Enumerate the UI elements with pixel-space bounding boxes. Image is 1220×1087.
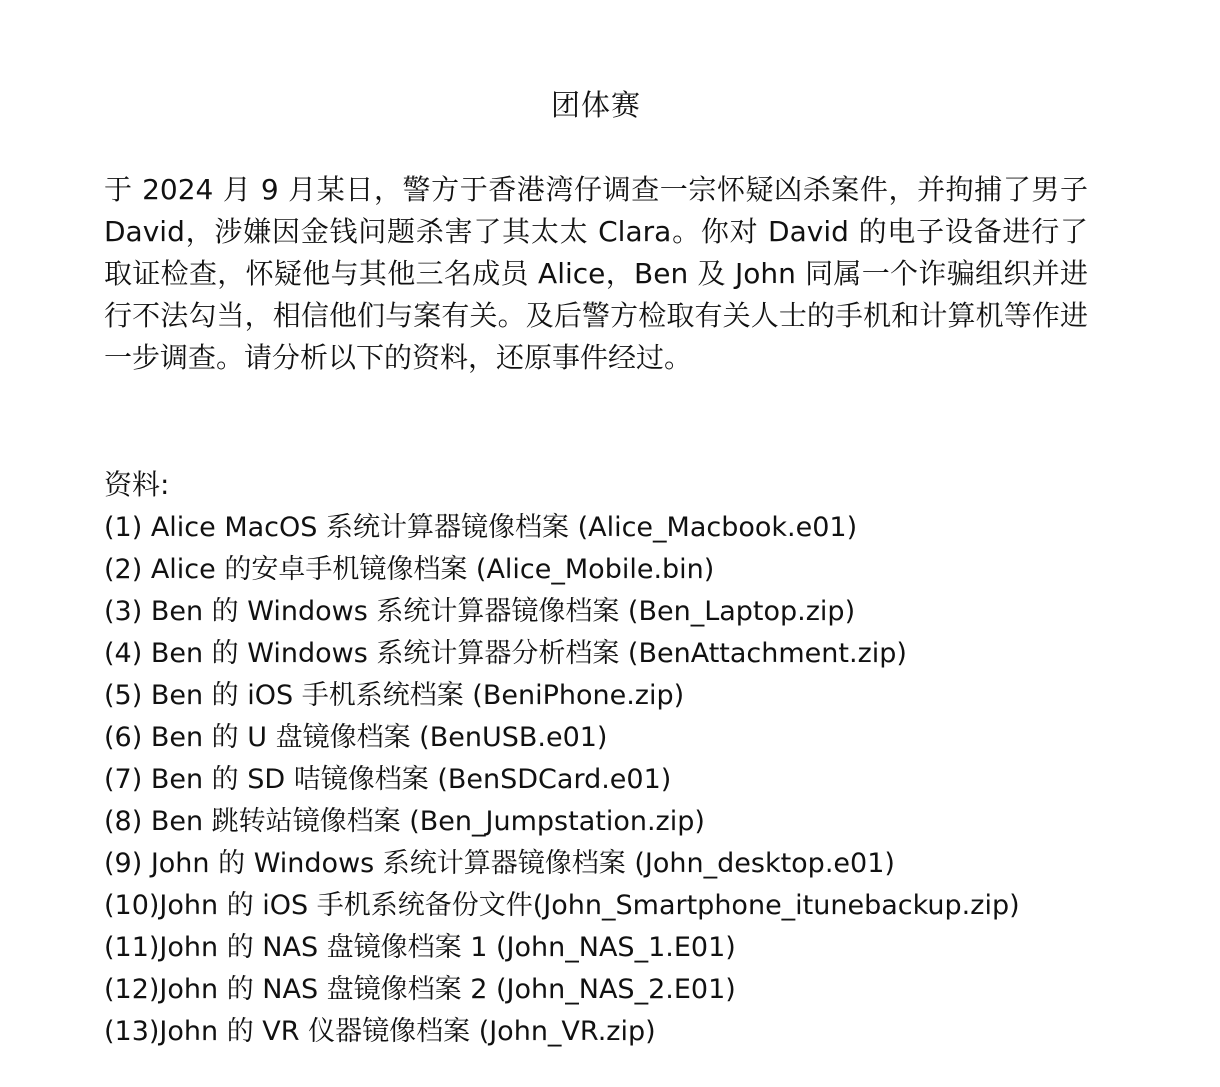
list-item: (8) Ben 跳转站镜像档案 (Ben_Jumpstation.zip) <box>104 806 705 837</box>
materials-label: 资料: <box>104 468 170 501</box>
list-item: (13)John 的 VR 仪器镜像档案 (John_VR.zip) <box>104 1016 656 1047</box>
list-item: (11)John 的 NAS 盘镜像档案 1 (John_NAS_1.E01) <box>104 932 736 963</box>
list-item: (7) Ben 的 SD 咭镜像档案 (BenSDCard.e01) <box>104 764 672 795</box>
list-item: (2) Alice 的安卓手机镜像档案 (Alice_Mobile.bin) <box>104 554 715 585</box>
list-item: (6) Ben 的 U 盘镜像档案 (BenUSB.e01) <box>104 722 608 753</box>
list-item: (10)John 的 iOS 手机系统备份文件(John_Smartphone_itunebackup.zip) <box>104 890 1020 921</box>
document-title: 团体赛 <box>550 88 641 122</box>
intro-paragraph: 于 2024 月 9 月某日，警方于香港湾仔调查一宗怀疑凶杀案件，并拘捕了男子 David，涉嫌因金钱问题杀害了其太太 Clara。你对 David 的电子设备进行了取证检查，怀疑他与其他三名成员 Alice，Ben 及 John 同属一个诈骗组织并进行不法勾当，相信他们与案有关。及后警方检取有关人士的手机和计算机等作进一步调查。请分析以下的资料，还原事件经过。 <box>104 173 1088 374</box>
list-item: (4) Ben 的 Windows 系统计算器分析档案 (BenAttachment.zip) <box>104 638 907 669</box>
list-item: (12)John 的 NAS 盘镜像档案 2 (John_NAS_2.E01) <box>104 974 736 1005</box>
list-item: (5) Ben 的 iOS 手机系统档案 (BeniPhone.zip) <box>104 680 685 711</box>
list-item: (9) John 的 Windows 系统计算器镜像档案 (John_desktop.e01) <box>104 848 895 879</box>
list-item: (3) Ben 的 Windows 系统计算器镜像档案 (Ben_Laptop.zip) <box>104 596 856 627</box>
materials-list <box>104 507 1184 1053</box>
list-item: (1) Alice MacOS 系统计算器镜像档案 (Alice_Macbook.e01) <box>104 512 858 543</box>
